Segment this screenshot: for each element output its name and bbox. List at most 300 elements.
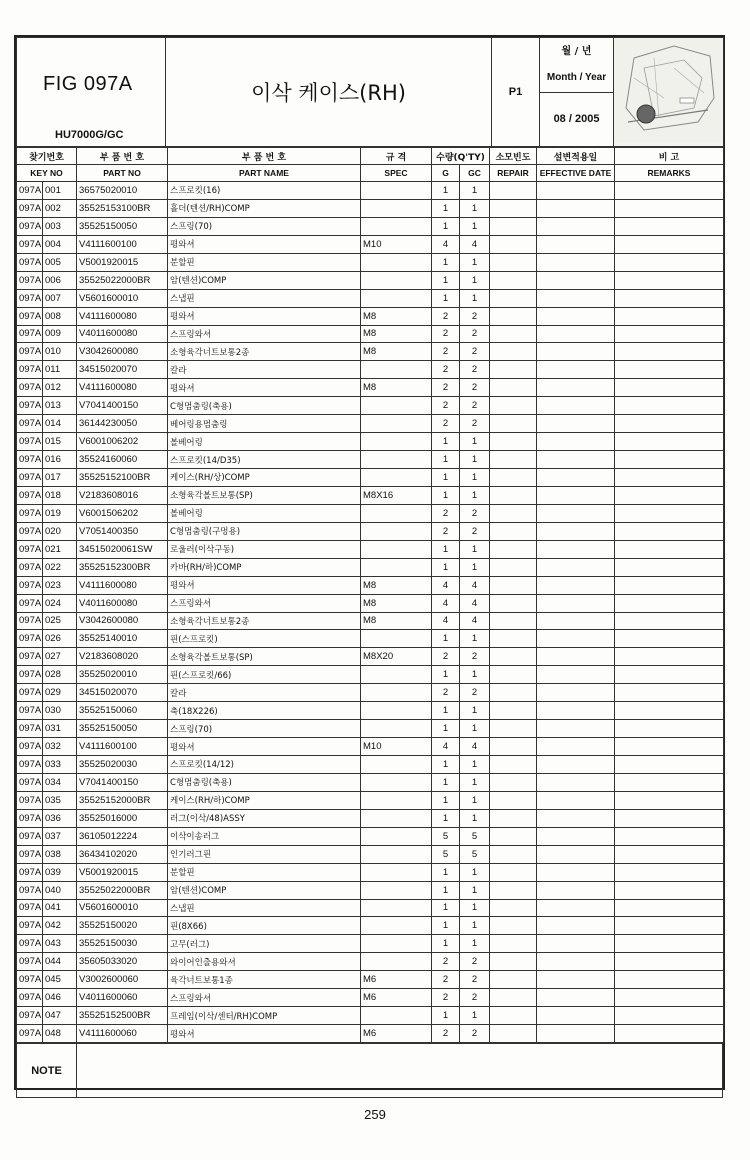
row-repair [490,702,537,720]
row-effective-date [537,486,615,504]
row-fig: 097A [17,182,43,200]
row-qty-g: 1 [432,271,460,289]
row-repair [490,881,537,899]
row-effective-date [537,433,615,451]
row-part-no: V4111600080 [77,576,168,594]
table-row [17,504,724,522]
row-part-no: 36144230050 [77,415,168,433]
table-row [17,433,724,451]
row-qty-g: 1 [432,486,460,504]
table-row [17,720,724,738]
row-key-no: 035 [43,791,77,809]
row-spec [361,863,432,881]
row-repair [490,379,537,397]
row-repair [490,522,537,540]
row-fig: 097A [17,486,43,504]
table-row [17,415,724,433]
row-spec [361,469,432,487]
row-remarks [615,253,724,271]
row-key-no: 006 [43,271,77,289]
row-fig: 097A [17,612,43,630]
row-part-no: 35525150030 [77,935,168,953]
row-qty-gc: 1 [460,630,490,648]
row-part-no: V3002600060 [77,971,168,989]
row-effective-date [537,1007,615,1025]
row-repair [490,433,537,451]
row-effective-date [537,648,615,666]
row-effective-date [537,469,615,487]
row-effective-date [537,863,615,881]
row-qty-g: 2 [432,361,460,379]
row-fig: 097A [17,307,43,325]
row-spec [361,540,432,558]
row-repair [490,182,537,200]
row-repair [490,271,537,289]
row-spec [361,1007,432,1025]
row-key-no: 031 [43,720,77,738]
row-part-no: 36105012224 [77,827,168,845]
row-qty-g: 4 [432,235,460,253]
row-key-no: 027 [43,648,77,666]
row-key-no: 047 [43,1007,77,1025]
row-key-no: 012 [43,379,77,397]
row-repair [490,989,537,1007]
row-remarks [615,612,724,630]
row-remarks [615,522,724,540]
row-key-no: 009 [43,325,77,343]
row-effective-date [537,253,615,271]
row-part-name: 베어링용멈춤링 [168,415,361,433]
row-part-name: 칼라 [168,361,361,379]
row-remarks [615,863,724,881]
row-spec [361,666,432,684]
row-part-no: 35525140010 [77,630,168,648]
row-repair [490,361,537,379]
row-fig: 097A [17,630,43,648]
row-repair [490,971,537,989]
row-effective-date [537,738,615,756]
row-fig: 097A [17,253,43,271]
table-row [17,594,724,612]
col-key-en: KEY NO [17,165,77,182]
row-part-no: 34515020070 [77,684,168,702]
col-rem-kr: 비 고 [615,148,724,165]
row-remarks [615,720,724,738]
row-spec [361,827,432,845]
row-effective-date [537,451,615,469]
row-spec [361,702,432,720]
row-key-no: 020 [43,522,77,540]
row-qty-gc: 2 [460,989,490,1007]
row-key-no: 007 [43,289,77,307]
table-row [17,469,724,487]
row-part-name: 핀(스프로킷/66) [168,666,361,684]
row-qty-g: 1 [432,253,460,271]
row-key-no: 013 [43,397,77,415]
table-row [17,881,724,899]
row-part-no: V7051400350 [77,522,168,540]
row-fig: 097A [17,289,43,307]
row-fig: 097A [17,989,43,1007]
row-key-no: 036 [43,809,77,827]
row-qty-gc: 1 [460,702,490,720]
row-qty-g: 2 [432,522,460,540]
row-spec: M8 [361,612,432,630]
table-row [17,576,724,594]
row-part-name: 소형육각볼트보통(SP) [168,486,361,504]
row-part-no: 35525153100BR [77,199,168,217]
row-remarks [615,199,724,217]
row-effective-date [537,576,615,594]
row-fig: 097A [17,217,43,235]
row-effective-date [537,361,615,379]
row-part-name: 로울러(이삭구동) [168,540,361,558]
table-row [17,271,724,289]
row-remarks [615,289,724,307]
col-name-kr: 부 품 번 호 [168,148,361,165]
row-effective-date [537,881,615,899]
row-effective-date [537,307,615,325]
col-qty-g: G [432,165,460,182]
row-part-no: V5601600010 [77,289,168,307]
row-repair [490,809,537,827]
row-qty-gc: 2 [460,504,490,522]
row-repair [490,612,537,630]
row-repair [490,791,537,809]
row-effective-date [537,953,615,971]
row-part-name: 와이어인출용와셔 [168,953,361,971]
row-repair [490,325,537,343]
row-qty-g: 2 [432,415,460,433]
row-part-no: 35524160060 [77,451,168,469]
row-part-name: 분할핀 [168,253,361,271]
row-repair [490,540,537,558]
row-part-no: 35525020030 [77,756,168,774]
row-qty-g: 1 [432,881,460,899]
row-key-no: 029 [43,684,77,702]
row-spec: M10 [361,235,432,253]
row-part-no: V2183608016 [77,486,168,504]
row-qty-gc: 2 [460,522,490,540]
row-qty-g: 1 [432,540,460,558]
row-key-no: 008 [43,307,77,325]
row-part-no: V4111600080 [77,307,168,325]
row-effective-date [537,971,615,989]
row-qty-gc: 2 [460,971,490,989]
row-key-no: 041 [43,899,77,917]
row-effective-date [537,594,615,612]
row-repair [490,684,537,702]
row-key-no: 017 [43,469,77,487]
row-part-name: 평와셔 [168,576,361,594]
table-row [17,217,724,235]
table-row [17,558,724,576]
row-part-name: 고무(러그) [168,935,361,953]
row-repair [490,307,537,325]
row-qty-gc: 2 [460,953,490,971]
row-qty-g: 1 [432,863,460,881]
row-qty-gc: 4 [460,576,490,594]
fig-number: FIG 097A [43,73,133,95]
row-effective-date [537,397,615,415]
table-row [17,863,724,881]
row-qty-gc: 1 [460,271,490,289]
row-qty-g: 2 [432,684,460,702]
row-qty-gc: 1 [460,791,490,809]
row-qty-g: 1 [432,935,460,953]
row-qty-gc: 1 [460,451,490,469]
row-qty-gc: 4 [460,594,490,612]
row-qty-gc: 1 [460,917,490,935]
row-spec: M8 [361,343,432,361]
row-effective-date [537,271,615,289]
row-repair [490,253,537,271]
row-fig: 097A [17,809,43,827]
row-qty-gc: 2 [460,684,490,702]
row-part-no: 35525022000BR [77,881,168,899]
row-remarks [615,791,724,809]
row-qty-g: 2 [432,971,460,989]
row-fig: 097A [17,666,43,684]
row-repair [490,899,537,917]
row-qty-g: 2 [432,343,460,361]
row-spec [361,199,432,217]
row-qty-g: 2 [432,397,460,415]
row-qty-gc: 1 [460,809,490,827]
row-spec [361,917,432,935]
row-key-no: 040 [43,881,77,899]
month-year-en: Month / Year [546,71,607,83]
row-qty-gc: 2 [460,325,490,343]
row-qty-gc: 2 [460,343,490,361]
col-part-kr: 부 품 번 호 [77,148,168,165]
row-key-no: 004 [43,235,77,253]
row-key-no: 019 [43,504,77,522]
row-qty-g: 1 [432,451,460,469]
row-qty-gc: 1 [460,540,490,558]
row-repair [490,469,537,487]
row-qty-g: 1 [432,917,460,935]
row-qty-g: 2 [432,648,460,666]
row-qty-g: 5 [432,827,460,845]
row-part-no: V4111600060 [77,1025,168,1043]
row-repair [490,953,537,971]
row-remarks [615,971,724,989]
table-row [17,522,724,540]
row-key-no: 046 [43,989,77,1007]
row-repair [490,397,537,415]
row-key-no: 025 [43,612,77,630]
row-qty-g: 1 [432,791,460,809]
row-key-no: 021 [43,540,77,558]
row-fig: 097A [17,379,43,397]
row-repair [490,827,537,845]
row-part-name: 케이스(RH/하)COMP [168,791,361,809]
row-part-no: 35525152300BR [77,558,168,576]
row-spec: M6 [361,1025,432,1043]
row-spec [361,182,432,200]
row-fig: 097A [17,863,43,881]
row-remarks [615,182,724,200]
row-part-no: V6001006202 [77,433,168,451]
row-fig: 097A [17,451,43,469]
row-remarks [615,235,724,253]
row-spec: M6 [361,989,432,1007]
row-fig: 097A [17,199,43,217]
row-remarks [615,361,724,379]
row-remarks [615,433,724,451]
row-effective-date [537,540,615,558]
row-remarks [615,271,724,289]
row-part-no: 35605033020 [77,953,168,971]
row-fig: 097A [17,576,43,594]
row-fig: 097A [17,504,43,522]
row-effective-date [537,684,615,702]
row-part-name: 핀(스프로킷) [168,630,361,648]
row-part-no: 35525152100BR [77,469,168,487]
row-qty-g: 4 [432,738,460,756]
row-part-no: 35525152000BR [77,791,168,809]
row-effective-date [537,1025,615,1043]
row-remarks [615,397,724,415]
row-spec: M8 [361,307,432,325]
row-qty-gc: 1 [460,881,490,899]
row-part-name: 평와셔 [168,1025,361,1043]
row-part-name: 케이스(RH/상)COMP [168,469,361,487]
row-effective-date [537,791,615,809]
row-part-name: 암(텐션)COMP [168,881,361,899]
row-spec [361,415,432,433]
col-key-kr: 찾기번호 [17,148,77,165]
row-part-name: 스프로킷(14/12) [168,756,361,774]
row-repair [490,935,537,953]
row-part-name: 소형육각너트보통2종 [168,612,361,630]
table-row [17,307,724,325]
row-repair [490,235,537,253]
row-effective-date [537,827,615,845]
row-part-no: 35525150020 [77,917,168,935]
row-fig: 097A [17,702,43,720]
row-part-name: 스프로킷(16) [168,182,361,200]
row-part-name: 볼베어링 [168,433,361,451]
harvester-thumbnail-icon [614,38,722,142]
row-part-no: 35525150050 [77,217,168,235]
table-row [17,540,724,558]
row-qty-gc: 2 [460,415,490,433]
row-key-no: 045 [43,971,77,989]
row-remarks [615,809,724,827]
row-spec: M8 [361,379,432,397]
row-spec [361,451,432,469]
row-remarks [615,738,724,756]
col-spec-kr: 규 격 [361,148,432,165]
row-spec [361,935,432,953]
row-fig: 097A [17,1025,43,1043]
table-row [17,325,724,343]
row-part-name: 스프로킷(14/D35) [168,451,361,469]
row-fig: 097A [17,558,43,576]
row-fig: 097A [17,325,43,343]
row-remarks [615,881,724,899]
row-effective-date [537,935,615,953]
row-key-no: 038 [43,845,77,863]
col-part-en: PART NO [77,165,168,182]
row-spec [361,791,432,809]
row-key-no: 024 [43,594,77,612]
fig-cell [17,38,166,147]
row-repair [490,720,537,738]
row-part-no: V6001506202 [77,504,168,522]
row-key-no: 018 [43,486,77,504]
table-row [17,791,724,809]
row-fig: 097A [17,899,43,917]
row-remarks [615,953,724,971]
col-qty-gc: GC [460,165,490,182]
row-qty-g: 1 [432,756,460,774]
row-part-no: 36575020010 [77,182,168,200]
row-effective-date [537,504,615,522]
row-qty-gc: 4 [460,612,490,630]
row-fig: 097A [17,881,43,899]
row-part-name: 암(텐션)COMP [168,271,361,289]
row-effective-date [537,630,615,648]
row-effective-date [537,182,615,200]
row-key-no: 037 [43,827,77,845]
row-key-no: 001 [43,182,77,200]
row-qty-gc: 1 [460,486,490,504]
row-remarks [615,917,724,935]
row-repair [490,594,537,612]
row-qty-g: 1 [432,433,460,451]
row-key-no: 048 [43,1025,77,1043]
row-effective-date [537,702,615,720]
row-fig: 097A [17,433,43,451]
row-part-no: 35525150050 [77,720,168,738]
row-remarks [615,899,724,917]
row-qty-g: 2 [432,989,460,1007]
row-repair [490,863,537,881]
row-repair [490,773,537,791]
row-part-name: 소형육각너트보통2종 [168,343,361,361]
row-repair [490,504,537,522]
row-remarks [615,702,724,720]
row-remarks [615,325,724,343]
row-repair [490,1025,537,1043]
table-row [17,899,724,917]
table-row [17,809,724,827]
row-repair [490,756,537,774]
row-spec [361,271,432,289]
row-remarks [615,630,724,648]
row-spec [361,289,432,307]
row-fig: 097A [17,415,43,433]
row-fig: 097A [17,469,43,487]
diagram-thumbnail [614,38,724,147]
col-qty: 수량(Q'TY) [432,148,490,165]
row-key-no: 002 [43,199,77,217]
col-spec-en: SPEC [361,165,432,182]
row-part-no: V4011600060 [77,989,168,1007]
row-effective-date [537,325,615,343]
row-repair [490,648,537,666]
row-qty-g: 2 [432,379,460,397]
row-effective-date [537,756,615,774]
row-part-name: C형멈춤링(축용) [168,397,361,415]
row-fig: 097A [17,271,43,289]
table-row [17,773,724,791]
table-row [17,397,724,415]
row-fig: 097A [17,845,43,863]
